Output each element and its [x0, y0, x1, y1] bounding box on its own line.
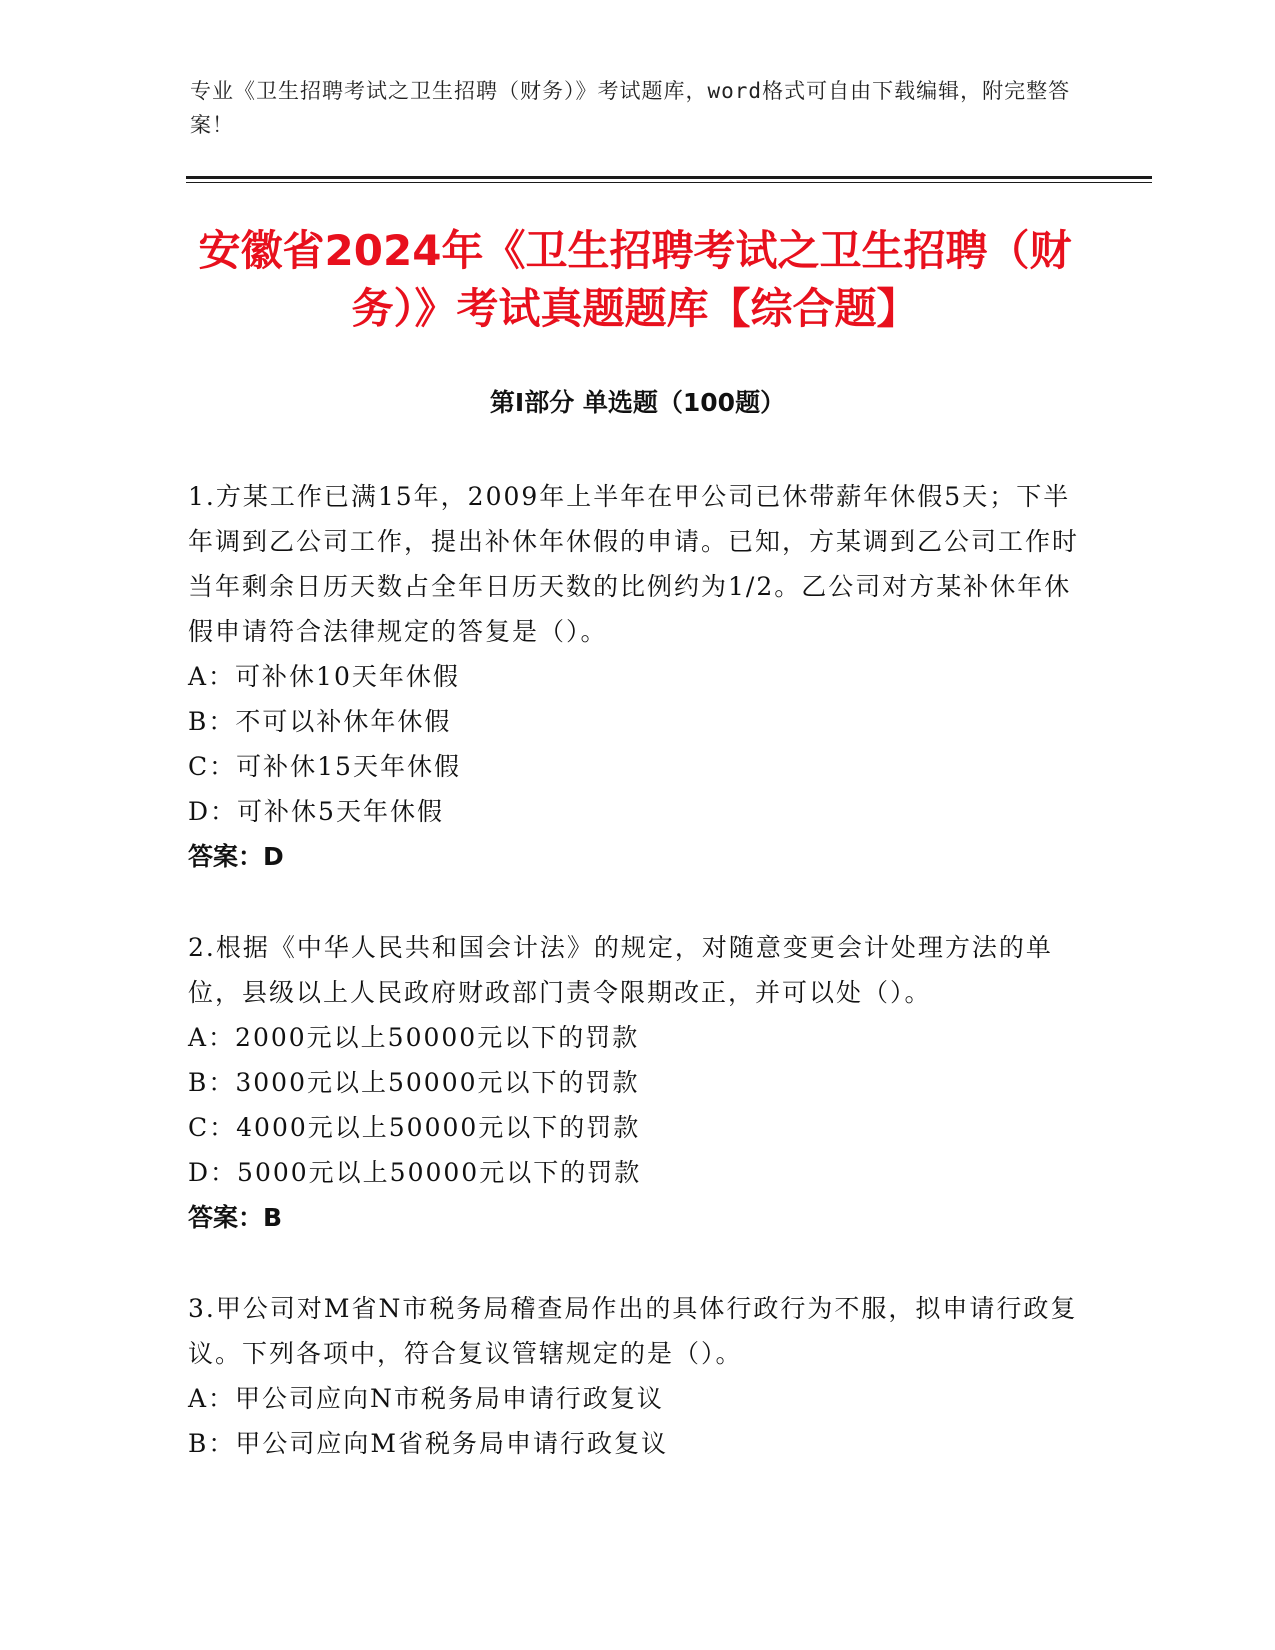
question-list	[188, 474, 1088, 1512]
answer-line: 答案：D	[188, 842, 284, 871]
option-a: A：2000元以上50000元以下的罚款	[188, 1023, 640, 1052]
header-note: 专业《卫生招聘考试之卫生招聘（财务）》考试题库，word格式可自由下载编辑，附完整答案！	[190, 79, 1071, 137]
question-stem: 1.方某工作已满15年，2009年上半年在甲公司已休带薪年休假5天；下半年调到乙公司工作，提出补休年休假的申请。已知，方某调到乙公司工作时当年剩余日历天数占全年日历天数的比例约为1/2。乙公司对方某补休年休假申请符合法律规定的答复是（）。	[188, 482, 1080, 646]
question-stem: 2.根据《中华人民共和国会计法》的规定，对随意变更会计处理方法的单位，县级以上人民政府财政部门责令限期改正，并可以处（）。	[188, 933, 1053, 1007]
option-b: B：不可以补休年休假	[188, 707, 452, 736]
question-2	[188, 925, 1088, 1240]
section-heading: 第Ⅰ部分 单选题（100题）	[489, 388, 786, 417]
answer-line: 答案：B	[188, 1203, 283, 1232]
option-c: C：可补休15天年休假	[188, 752, 461, 781]
option-c: C：4000元以上50000元以下的罚款	[188, 1113, 641, 1142]
option-a: A：可补休10天年休假	[188, 662, 460, 691]
option-a: A：甲公司应向N市税务局申请行政复议	[188, 1384, 664, 1413]
option-d: D：5000元以上50000元以下的罚款	[188, 1158, 642, 1187]
option-b: B：3000元以上50000元以下的罚款	[188, 1068, 640, 1097]
question-1	[188, 474, 1088, 879]
option-d: D：可补休5天年休假	[188, 797, 444, 826]
document-title: 安徽省2024年《卫生招聘考试之卫生招聘（财务）》考试真题题库【综合题】	[198, 226, 1072, 333]
header-rule-thin	[186, 182, 1152, 183]
question-stem: 3.甲公司对M省N市税务局稽查局作出的具体行政行为不服，拟申请行政复议。下列各项中，符合复议管辖规定的是（）。	[188, 1294, 1078, 1368]
question-3	[188, 1286, 1088, 1466]
header-rule-thick	[186, 176, 1152, 179]
option-b: B：甲公司应向M省税务局申请行政复议	[188, 1429, 668, 1458]
